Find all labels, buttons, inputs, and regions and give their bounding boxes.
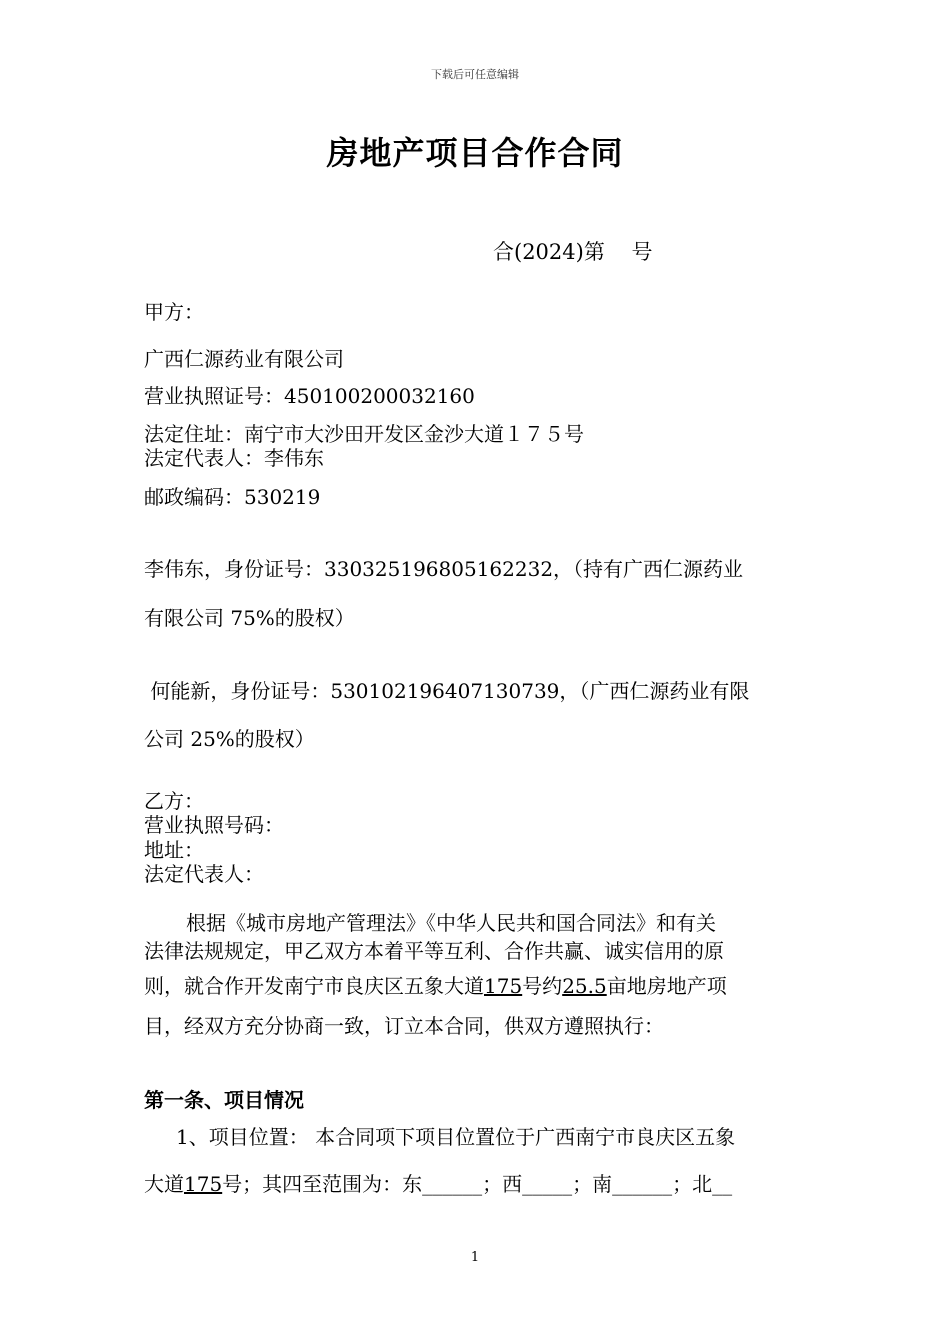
party-b-representative: 法定代表人： bbox=[144, 862, 264, 886]
document-title: 房地产项目合作合同 bbox=[326, 134, 624, 172]
preamble-line-4: 目，经双方充分协商一致，订立本合同，供双方遵照执行： bbox=[144, 1014, 664, 1038]
party-a-address: 法定住址：南宁市大沙田开发区金沙大道１７５号 bbox=[144, 422, 584, 446]
preamble-line-1: 根据《城市房地产管理法》《中华人民共和国合同法》和有关 bbox=[186, 911, 716, 935]
party-a-representative: 法定代表人：李伟东 bbox=[144, 446, 324, 470]
party-a-label: 甲方： bbox=[144, 300, 204, 324]
article-1-item-1-line-1: 1、项目位置： 本合同项下项目位置位于广西南宁市良庆区五象 bbox=[176, 1125, 736, 1149]
preamble-line-2: 法律法规规定，甲乙双方本着平等互利、合作共赢、诚实信用的原 bbox=[144, 939, 724, 963]
party-a-license: 营业执照证号：450100200032160 bbox=[144, 384, 475, 408]
article-1-heading: 第一条、项目情况 bbox=[144, 1088, 304, 1112]
preamble-line-3-a: 则，就合作开发南宁市良庆区五象大道 bbox=[144, 974, 484, 998]
article-1-line-2-a: 大道 bbox=[144, 1172, 184, 1196]
shareholder-2-line2: 公司 25%的股权） bbox=[144, 727, 315, 751]
party-b-license: 营业执照号码： bbox=[144, 813, 284, 837]
preamble-line-3-b: 号约 bbox=[522, 974, 563, 998]
area-value: 25.5 bbox=[562, 974, 607, 998]
article-1-road-number: 175 bbox=[184, 1172, 223, 1196]
shareholder-2-line1: 何能新，身份证号：530102196407130739，（广西仁源药业有限 bbox=[144, 679, 750, 703]
article-1-item-1-line-2 bbox=[144, 1168, 732, 1197]
party-b-label: 乙方： bbox=[144, 789, 204, 813]
shareholder-1-line1: 李伟东，身份证号：330325196805162232，（持有广西仁源药业 bbox=[144, 557, 744, 581]
article-1-line-2-b: 号；其四至范围为：东______；西_____；南______；北__ bbox=[222, 1172, 733, 1196]
contract-number: 合(2024)第 号 bbox=[493, 240, 653, 264]
header-note: 下载后可任意编辑 bbox=[431, 68, 519, 81]
preamble-line-3 bbox=[144, 970, 727, 999]
party-a-company: 广西仁源药业有限公司 bbox=[144, 347, 344, 371]
party-a-postcode: 邮政编码：530219 bbox=[144, 485, 321, 509]
preamble-line-3-c: 亩地房地产项 bbox=[606, 974, 727, 998]
party-b-address: 地址： bbox=[144, 838, 204, 862]
road-number: 175 bbox=[484, 974, 523, 998]
page-number: 1 bbox=[470, 1250, 480, 1265]
shareholder-1-line2: 有限公司 75%的股权） bbox=[144, 606, 355, 630]
